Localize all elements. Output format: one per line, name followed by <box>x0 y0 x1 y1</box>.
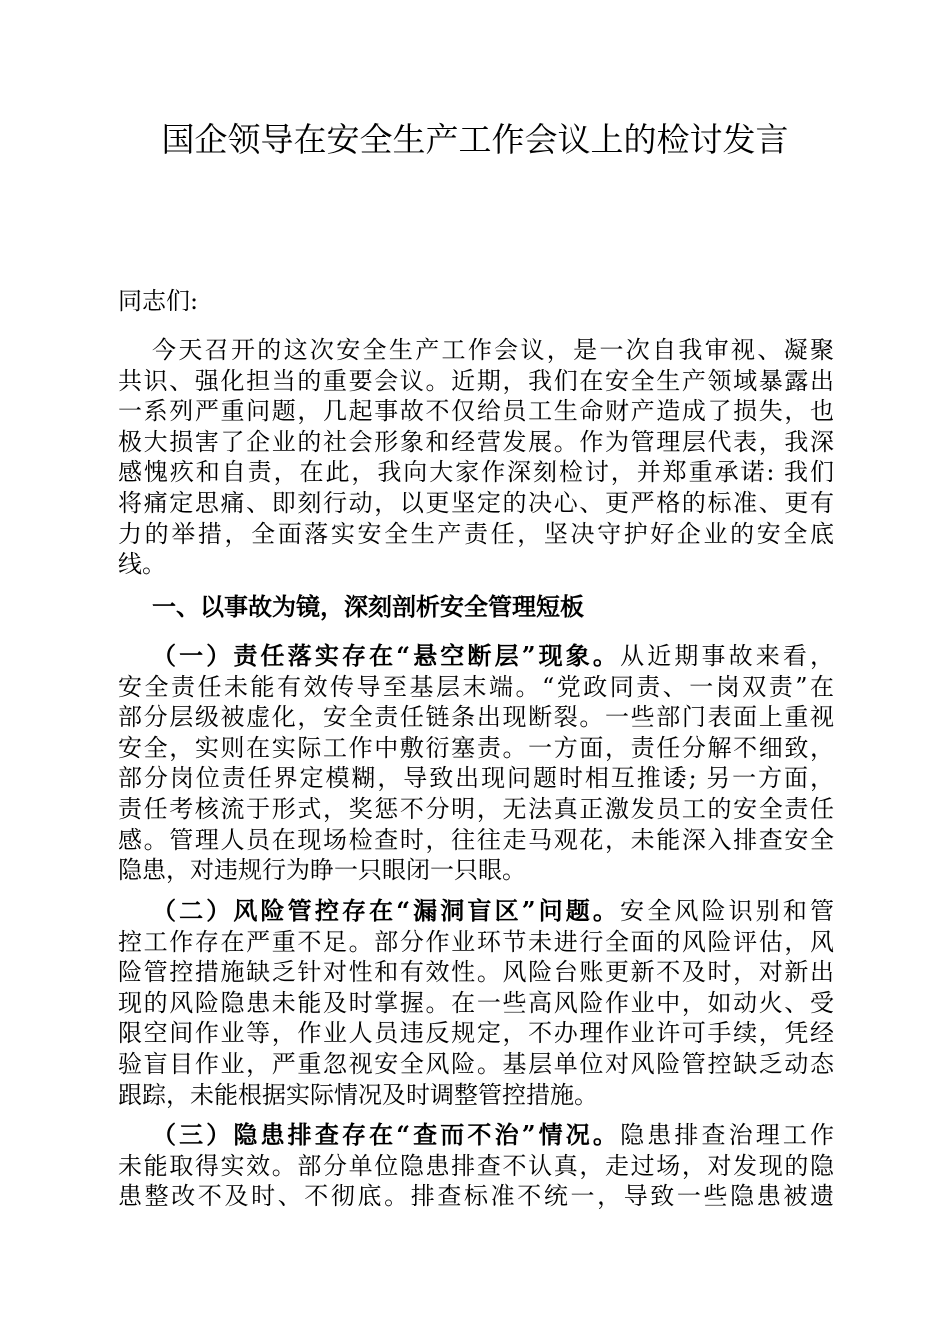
paragraph-line: 隐患，对违规行为睁一只眼闭一只眼。 <box>118 856 526 885</box>
subsection-heading: （一）责任落实存在“悬空断层”现象。 <box>152 641 621 670</box>
paragraph-line: 责任考核流于形式，奖惩不分明，无法真正激发员工的安全责任 <box>118 794 834 823</box>
section-heading: 一、以事故为镜，深刻剖析安全管理短板 <box>152 592 584 621</box>
paragraph-line: 感愧疚和自责，在此，我向大家作深刻检讨，并郑重承诺: 我们 <box>118 458 834 487</box>
subsection-heading: （三）隐患排查存在“查而不治”情况。 <box>152 1120 621 1149</box>
paragraph-line: 将痛定思痛、即刻行动，以更坚定的决心、更严格的标准、更有 <box>118 488 834 517</box>
paragraph-line: 部分层级被虚化，安全责任链条出现断裂。一些部门表面上重视 <box>118 703 834 732</box>
paragraph-line: 力的举措，全面落实安全生产责任，坚决守护好企业的安全底 <box>118 519 834 548</box>
paragraph-line: 限空间作业等，作业人员违反规定，不办理作业许可手续，凭经 <box>118 1019 834 1048</box>
paragraph-line: 安全责任未能有效传导至基层末端。“党政同责、一岗双责”在 <box>118 672 834 701</box>
salutation: 同志们: <box>118 287 199 315</box>
paragraph-line: 安全，实则在实际工作中敷衍塞责。一方面，责任分解不细致， <box>118 733 834 762</box>
paragraph-text: 安全风险识别和管 <box>620 897 835 925</box>
paragraph-text: 隐患排查治理工作 <box>620 1121 835 1149</box>
subsection-heading: （二）风险管控存在“漏洞盲区”问题。 <box>152 896 621 925</box>
subsection-1-paragraph <box>118 641 834 886</box>
paragraph-line <box>118 1120 834 1151</box>
paragraph-line: 极大损害了企业的社会形象和经营发展。作为管理层代表，我深 <box>118 427 834 456</box>
paragraph-line: 未能取得实效。部分单位隐患排查不认真，走过场，对发现的隐 <box>118 1151 834 1180</box>
paragraph-line <box>118 896 834 927</box>
paragraph-line <box>118 641 834 672</box>
paragraph-line: 控工作存在严重不足。部分作业环节未进行全面的风险评估，风 <box>118 927 834 956</box>
subsection-2-paragraph <box>118 896 834 1110</box>
paragraph-line: 一系列严重问题，几起事故不仅给员工生命财产造成了损失，也 <box>118 397 834 426</box>
paragraph-line: 感。管理人员在现场检查时，往往走马观花，未能深入排查安全 <box>118 825 834 854</box>
document-title: 国企领导在安全生产工作会议上的检讨发言 <box>161 120 789 159</box>
paragraph-line: 验盲目作业，严重忽视安全风险。基层单位对风险管控缺乏动态 <box>118 1049 834 1078</box>
paragraph-line: 跟踪，未能根据实际情况及时调整管控措施。 <box>118 1080 598 1109</box>
intro-paragraph <box>118 335 834 580</box>
paragraph-text: 从近期事故来看， <box>620 642 835 670</box>
paragraph-line: 共识、强化担当的重要会议。近期，我们在安全生产领域暴露出 <box>118 366 834 395</box>
paragraph-line: 今天召开的这次安全生产工作会议，是一次自我审视、凝聚 <box>152 336 834 364</box>
paragraph-line: 线。 <box>118 550 166 579</box>
paragraph-line: 部分岗位责任界定模糊，导致出现问题时相互推诿; 另一方面， <box>118 764 834 793</box>
paragraph-line: 险管控措施缺乏针对性和有效性。风险台账更新不及时，对新出 <box>118 958 834 987</box>
paragraph-line: 现的风险隐患未能及时掌握。在一些高风险作业中，如动火、受 <box>118 988 834 1017</box>
paragraph-line: 患整改不及时、不彻底。排查标准不统一，导致一些隐患被遗 <box>118 1182 834 1211</box>
subsection-3-paragraph <box>118 1120 834 1212</box>
